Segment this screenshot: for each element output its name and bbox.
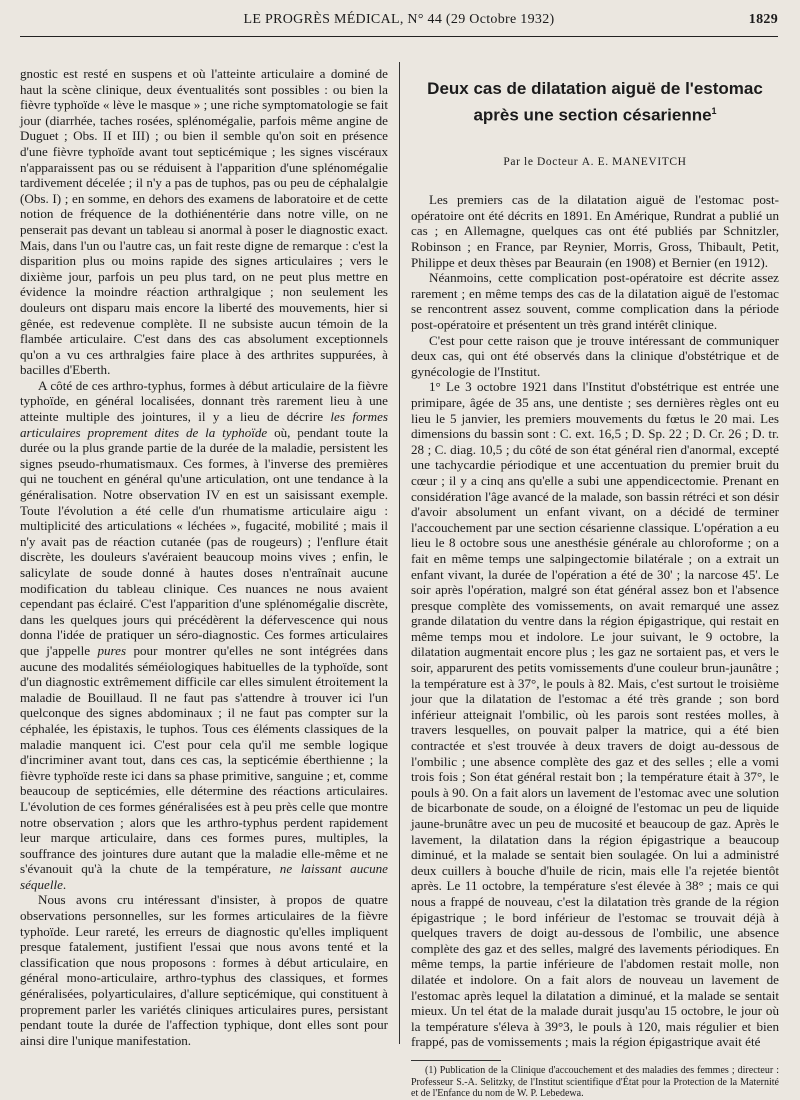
running-title: LE PROGRÈS MÉDICAL, N° 44 (29 Octobre 1932) [243, 12, 555, 27]
right-paragraph-4: 1° Le 3 octobre 1921 dans l'Institut d'obstétrique est entrée une primipare, âgée de 35 ans, une dentiste ; ses dernières règles ont eu lieu le 5 janvier, les premiers mouvements du fœtus le 20 mai. Les dimensions du bassin sont : C. ext. 16,5 ; D. Sp. 22 ; D. Cr. 26 ; D. tr. 28 ; C. diag. 10,5 ; du côté de son état général rien d'anormal, excepté une tachycardie périodique et une accentuation du premier bruit du cœur ; il y a cinq ans qu'elle a subi une appendicectomie. Prenant en considération l'âge avancé de la malade, son bassin rétréci et son désir d'avoir absolument un enfant vivant, on a décidé de terminer l'accouchement par une section césarienne classique. L'opération a eu lieu le 8 octobre sous une anesthésie générale au chloroforme ; on a fait en même temps une salpingectomie bilatérale ; on a extrait un enfant vivant, la durée de l'opération a été de 30' ; la narcose 45'. Le soir après l'opération, malgré son état général assez bon et l'absence presque complète des vomissements, on avait remarqué une assez grande dilatation du ventre dans la région épigastrique, qui restait en même temps mou et indolore. Le jour suivant, le 9 octobre, la dilatation augmentait encore plus ; les gaz ne sortaient pas, et vers le soir, apparurent des petits vomissements d'une couleur brun-jaunâtre ; la température est à 37°, le pouls à 82. Mais, c'est surtout le troisième jour que la dilatation de l'estomac a été très grande ; son bord inférieur atteignait l'ombilic, où les parois sont restées molles, à travers lesquelles, on pouvait palper la matrice, qui a été bien contractée et s'est trouvée à deux travers de doigt au-dessous de l'ombilic ; une absence complète des gaz et des selles ; elle a vomi trois fois ; Son état général restait bon ; la température était à 37°, le pouls à 90. On a fait alors un lavement de l'estomac avec une solution de bicarbonate de soude, on a éloigné de l'estomac un peu de liquide jaune-brunâtre avec un peu de mucosité et beaucoup de gaz. Après le lavement, la dilatation dans la région épigastrique a beaucoup diminué, et la malade se sentait bien soulagée. On lui a administré deux cuillers à bouche d'huile de ricin, mais elle l'a rejetée bientôt après. Le 11 octobre, la température s'est élevée à 38° ; mais ce qui nous a frappé de nouveau, c'est la dilatation très grande de la région épigastrique ; le bord inférieur de l'estomac se trouvait déjà à quelques travers de doigt au-dessous de l'ombilic, une absence complète des gaz et des selles, malgré des lavements périodiques. En même temps, la partie inférieure de l'abdomen restait molle, non dilatée et indolore. On a fait alors de nouveau un lavement de l'estomac après lequel la dilatation a diminué, et la malade se sentait mieux. Un tel état de la malade durait jusqu'au 15 octobre, le jour où la température s'éleva à 39°3, le pouls à 120, mais régulier et bien frappé, pas de vomissements ; mais la région épigastrique avait été [411, 379, 779, 1050]
author-line [411, 155, 779, 171]
left-p2-text-c: pour montrer qu'elles ne sont intégrées dans aucune des modalités séméiologiques habituelles de la typhoïde, sont d'un diagnostic extrêmement difficile car elles simulent étroitement la maladie de Bouillaud. Il ne faut pas s'attendre à trouver ici l'un quelconque des signes abdominaux ; il ne faut pas compter sur la céphalée, les épistaxis, le tuphos. Tous ces éléments classiques de la maladie manquent ici. C'est pour cela qu'il me semble logique d'incriminer avant tout, dans ces cas, la septicémie éberthienne ; la fièvre typhoïde reste ici dans sa phase primitive, sanguine ; et, comme beaucoup de septicémies, elle détermine des réactions articulaires. L'évolution de ces formes généralisées est à peu près celle que montre notre observation ; alors que les arthro-typhus perdent rapidement leur marque articulaire, dans ces formes pures, multiples, la souffrance des jointures dure autant que la maladie elle-même et ne s'évanouit qu'à la chute de la température, [20, 642, 388, 877]
column-divider [399, 62, 400, 1044]
left-p2-italic-b: pures [97, 642, 127, 658]
left-p2-text-b: où, pendant toute la durée ou la plus grande partie de la durée de la maladie, persistent les signes pseudo-rhumatismaux. Ces formes, à l'inverse des premières qui ne touchent en général qu'une articulation, ont une tendance à la généralisation. Notre observation IV en est un saisissant exemple. Toute l'évolution a été celle d'un rhumatisme articulaire aigu : multiplicité des articulations « léchées », fugacité, mobilité ; mais il n'y avait pas de réaction cutanée (pas de rougeurs) ; l'enflure était discrète, les douleurs s'avéraient beaucoup moins vives ; enfin, le salicylate de soude donné à hautes doses n'entraînait aucune modification du tableau clinique. Ces nuances ne nous avaient cependant pas éclairé. C'est l'apparition d'une splénomégalie discrète, dans les quelques jours qui précédèrent la défervescence qui nous donna l'idée de pratiquer un séro-diagnostic. Ces formes articulaires que j'appelle [20, 424, 389, 658]
author-name: A. E. MANEVITCH [581, 155, 687, 168]
header-rule [20, 36, 778, 37]
article-title-line-1: Deux cas de dilatation aiguë de l'estomac [427, 79, 763, 98]
left-paragraph-1: gnostic est resté en suspens et où l'atteinte articulaire a dominé de haut la scène clinique, deux éventualités sont possibles : ou bien la fièvre typhoïde « lève le masque » ; une riche symptomatologie se fait jour (diarrhée, taches rosées, splénomégalie, parfois même angine de Duguet ; Obs. II et III) ; ou bien il semble qu'on soit en présence d'une fièvre typhoïde avant tout septicémique ; les signes viscéraux n'apparaissent pas ou se réduisent à l'apparition d'une splénomégalie tardivement décelée ; il n'y a pas de tuphos, pas ou peu de céphalalgie (Obs. I) ; en somme, en dehors des examens de laboratoire et de cette notion de fréquence de la dothiénentérie dans notre ville, on ne penserait pas devant un tableau si anormal à poser le diagnostic exact. Mais, dans l'un ou l'autre cas, un fait reste digne de remarque : c'est la disparition plus ou moins rapide des signes articulaires ; vers le dixième jour, parfois un peu plus tard, on ne peut plus mettre en évidence la moindre réaction arthralgique ; non seulement les douleurs ont disparu mais encore la liberté des mouvements, hier si gênée, est redevenue complète. Il ne subsiste aucun témoin de la flambée articulaire. C'est dans des cas absolument exceptionnels qu'on a vu ces arthralgies faire place à des arthrites suppurées, à bacilles d'Eberth. [20, 66, 388, 378]
left-paragraph-3: Nous avons cru intéressant d'insister, à propos de quatre observations personnelles, sur les formes articulaires de la fièvre typhoïde. Leur rareté, les erreurs de diagnostic qu'elles impliquent presque fatalement, justifient l'essai que nous avons tenté et la classification que nous proposons : formes à début articulaire, en général mono-articulaire, arthro-typhus des classiques, et formes généralisées, polyarticulaires, d'allure septicémique, qui constituent à proprement parler les variétés cliniques articulaires pures, persistant pendant toute la durée de l'affection typhique, dont elles sont pour ainsi dire l'unique manifestation. [20, 892, 388, 1048]
footnote-mark: 1 [711, 106, 717, 116]
left-paragraph-2 [20, 378, 388, 893]
right-paragraph-2: Néanmoins, cette complication post-opératoire est décrite assez rarement ; en même temps des cas de la dilatation aiguë de l'estomac se rencontrent assez souvent, comme complication dans la période post-opératoire et présentent un très grand intérêt clinique. [411, 270, 779, 332]
author-prefix: Par le Docteur [503, 155, 579, 168]
right-paragraph-1: Les premiers cas de la dilatation aiguë de l'estomac post-opératoire ont été décrits en 1891. En Amérique, Rundrat a publié un cas ; en Allemagne, quelques cas ont été publiés par Schnitzler, Robinson ; en France, par Reynier, Morris, Gross, Thibault, Petit, Philippe et deux thèses par Beaurain (en 1908) et Bernier (en 1912). [411, 192, 779, 270]
page-number: 1829 [748, 12, 778, 27]
left-p2-italic-c: ne laissant aucune séquelle [20, 861, 388, 892]
right-column [411, 66, 779, 1100]
running-head [20, 8, 778, 34]
right-paragraph-3: C'est pour cette raison que je trouve intéressant de communiquer deux cas, qui ont été observés dans la clinique d'obstétrique et de gynécologie de l'Institut. [411, 332, 779, 379]
left-p2-italic-a: les formes articulaires proprement dites de la typhoïde [20, 409, 388, 440]
left-p2-text-d: . [62, 876, 67, 892]
left-column [20, 66, 388, 1046]
article-title [411, 78, 779, 127]
footnote-rule [411, 1060, 501, 1061]
left-p2-text-a: A côté de ces arthro-typhus, formes à début articulaire de la fièvre typhoïde, en général localisées, donnant très rarement lieu à une atteinte multiple des jointures, il y a lieu de décrire [20, 377, 388, 425]
article-title-line-2: après une section césarienne [473, 105, 712, 125]
footnote: (1) Publication de la Clinique d'accouchement et des maladies des femmes ; directeur : Professeur S.-A. Selitzky, de l'Institut scientifique d'État pour la Protection de la Maternité et de l'Enfance du nom de W. P. Lebedewa. [411, 1064, 779, 1100]
